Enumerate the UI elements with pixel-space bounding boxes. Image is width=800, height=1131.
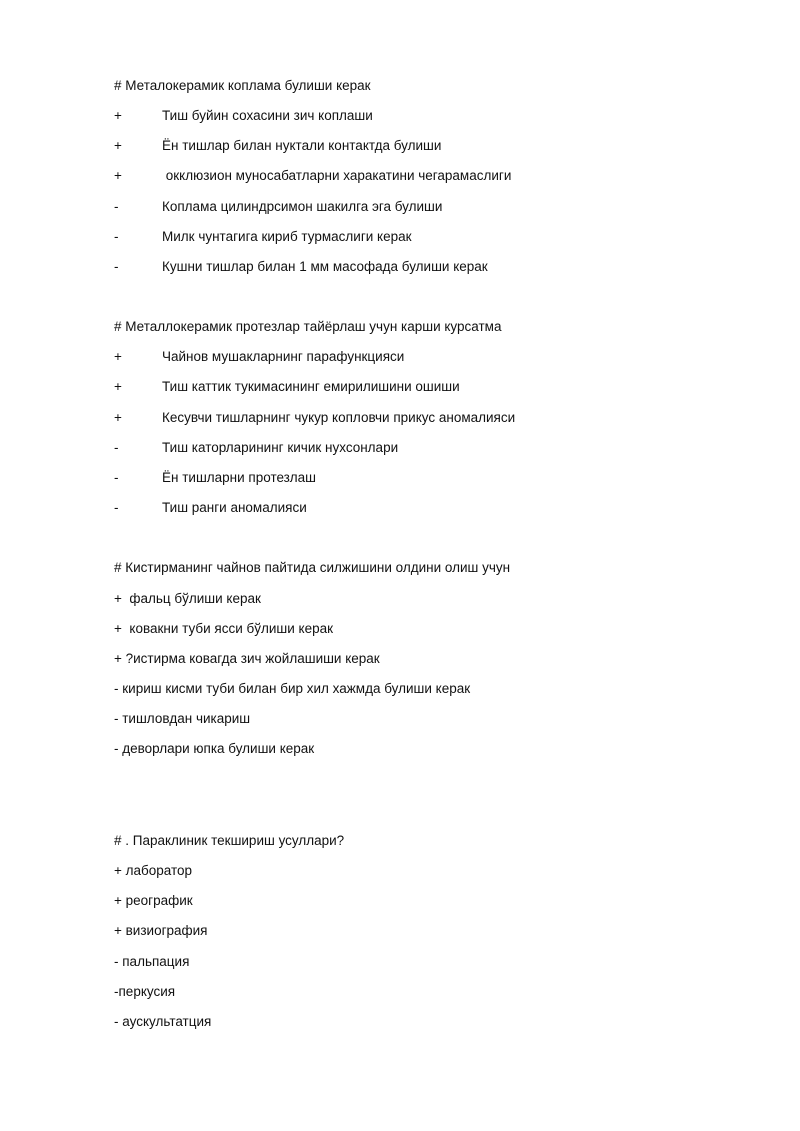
answer-marker: + (114, 108, 122, 123)
answer-option: -перкусия (114, 984, 176, 999)
question-title: # Кистирманинг чайнов пайтида силжишини олдини олиш учун (114, 560, 511, 575)
answer-text: Ён тишлар билан нуктали контактда булиши (162, 138, 442, 153)
answer-option (114, 137, 441, 155)
answer-option (114, 469, 316, 487)
answer-option: - аускультатция (114, 1014, 212, 1029)
answer-marker: - (114, 470, 119, 485)
answer-text: окклюзион муносабатларни харакатини чегарамаслиги (162, 168, 512, 183)
answer-marker: + (114, 379, 122, 394)
answer-text: Кушни тишлар билан 1 мм масофада булиши керак (162, 259, 488, 274)
answer-option: - деворлари юпка булиши керак (114, 741, 315, 756)
answer-option: + фальц бўлиши керак (114, 591, 261, 606)
answer-text: Тиш буйин сохасини зич коплаши (162, 108, 373, 123)
answer-text: Чайнов мушакларнинг парафункцияси (162, 349, 405, 364)
answer-text: Милк чунтагига кириб турмаслиги керак (162, 229, 412, 244)
answer-text: Коплама цилиндрсимон шакилга эга булиши (162, 199, 443, 214)
question-title: # Металлокерамик протезлар тайёрлаш учун карши курсатма (114, 319, 502, 334)
answer-marker: + (114, 138, 122, 153)
answer-option: + ?истирма ковагда зич жойлашиши керак (114, 651, 380, 666)
answer-text: Ён тишларни протезлаш (162, 470, 316, 485)
answer-option (114, 439, 398, 457)
answer-option: + лаборатор (114, 863, 193, 878)
answer-marker: + (114, 168, 122, 183)
answer-option (114, 258, 488, 276)
answer-marker: + (114, 349, 122, 364)
answer-marker: - (114, 440, 119, 455)
answer-option: - тишловдан чикариш (114, 711, 251, 726)
answer-option (114, 348, 404, 366)
answer-option (114, 499, 307, 517)
answer-option (114, 228, 412, 246)
answer-text: Тиш ранги аномалияси (162, 500, 307, 515)
answer-option (114, 198, 442, 216)
answer-option (114, 409, 515, 427)
answer-marker: - (114, 500, 119, 515)
answer-option (114, 107, 373, 125)
answer-marker: - (114, 199, 119, 214)
answer-option: + визиография (114, 923, 208, 938)
answer-option: + реографик (114, 893, 193, 908)
answer-text: Кесувчи тишларнинг чукур копловчи прикус аномалияси (162, 410, 516, 425)
answer-option: - пальпация (114, 954, 190, 969)
question-title: # Металокерамик коплама булиши керак (114, 78, 371, 93)
answer-text: Тиш каторларининг кичик нухсонлари (162, 440, 399, 455)
answer-marker: + (114, 410, 122, 425)
answer-option (114, 167, 511, 185)
answer-option (114, 378, 460, 396)
answer-option: - кириш кисми туби билан бир хил хажмда булиши керак (114, 681, 471, 696)
answer-marker: - (114, 259, 119, 274)
question-title: # . Параклиник текшириш усуллари? (114, 833, 345, 848)
answer-option: + ковакни туби ясси бўлиши керак (114, 621, 334, 636)
answer-text: Тиш каттик тукимасининг емирилишини ошиши (162, 379, 460, 394)
answer-marker: - (114, 229, 119, 244)
